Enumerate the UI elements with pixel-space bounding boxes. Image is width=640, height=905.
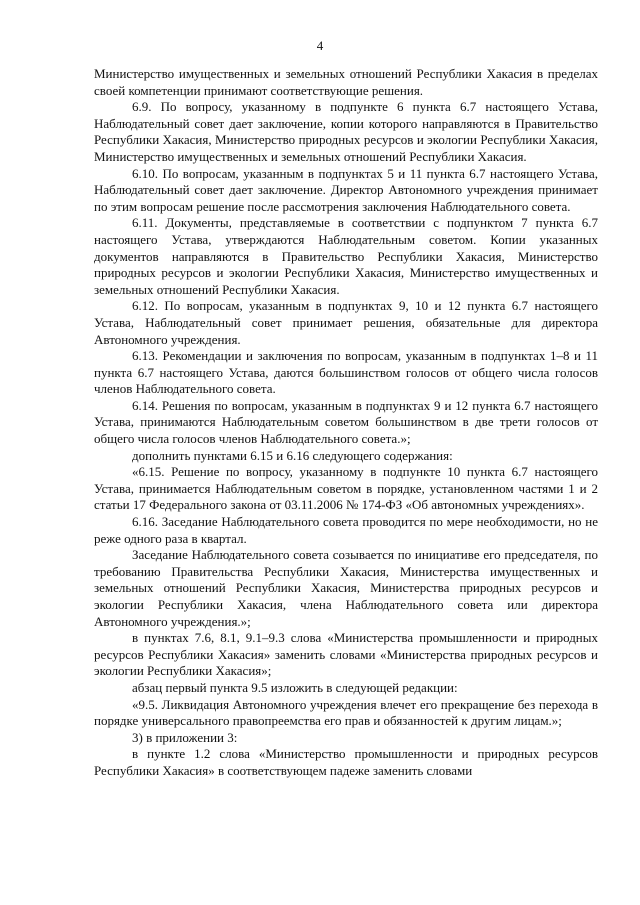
paragraph: «9.5. Ликвидация Автономного учреждения влечет его прекращение без перехода в порядке универсального правопреемства его прав и обязанностей к другим лицам.»; xyxy=(94,696,598,729)
paragraph: абзац первый пункта 9.5 изложить в следующей редакции: xyxy=(132,679,458,695)
page-number: 4 xyxy=(316,38,324,53)
paragraph: Министерство имущественных и земельных отношений Республики Хакасия в пределах своей компетенции принимают соответствующие решения. xyxy=(94,66,598,98)
paragraph: в пункте 1.2 слова «Министерство промышленности и природных ресурсов Республики Хакасия» в соответствующем падеже заменить словами xyxy=(94,746,598,778)
document-body xyxy=(94,66,598,780)
paragraph: 6.13. Рекомендации и заключения по вопросам, указанным в подпунктах 1–8 и 11 пункта 6.7 настоящего Устава, даются большинством голосов от общего числа голосов членов Наблюдательного совета. xyxy=(94,348,598,397)
paragraph: 6.10. По вопросам, указанным в подпунктах 5 и 11 пункта 6.7 настоящего Устава, Наблюдательный совет дает заключение. Директор Автономного учреждения принимает по этим вопросам решение после рассмотрения заключения Наблюдательного совета. xyxy=(94,165,598,214)
paragraph: 6.9. По вопросу, указанному в подпункте 6 пункта 6.7 настоящего Устава, Наблюдательный совет дает заключение, копии которого направляются в Правительство Республики Хакасия, Министерство природных ресурсов и экологии Республики Хакасия, Министерство имущественных и земельных отношений Республики Хакасия. xyxy=(94,99,598,164)
paragraph: 6.14. Решения по вопросам, указанным в подпунктах 9 и 12 пункта 6.7 настоящего Устава, принимаются Наблюдательным советом большинством в две трети голосов от общего числа голосов членов Наблюдательного совета.»; xyxy=(94,397,598,447)
paragraph: 3) в приложении 3: xyxy=(132,729,238,745)
paragraph: 6.12. По вопросам, указанным в подпунктах 9, 10 и 12 пункта 6.7 настоящего Устава, Наблюдательный совет принимает решения, обязательные для директора Автономного учреждения. xyxy=(94,298,598,347)
paragraph: «6.15. Решение по вопросу, указанному в подпункте 10 пункта 6.7 настоящего Устава, принимается Наблюдательным советом в порядке, установленном частями 1 и 2 статьи 17 Федерального закона от 03.11.2006 № 174-ФЗ «Об автономных учреждениях». xyxy=(94,464,598,513)
paragraph: 6.16. Заседание Наблюдательного совета проводится по мере необходимости, но не реже одного раза в квартал. xyxy=(94,514,598,546)
paragraph: в пунктах 7.6, 8.1, 9.1–9.3 слова «Министерства промышленности и природных ресурсов Республики Хакасия» заменить словами «Министерства природных ресурсов и экологии Республики Хакасия»; xyxy=(94,630,598,679)
paragraph: дополнить пунктами 6.15 и 6.16 следующего содержания: xyxy=(132,447,453,463)
paragraph: Заседание Наблюдательного совета созывается по инициативе его председателя, по требованию Правительства Республики Хакасия, Министерства имущественных и земельных отношений Республики Хакасия, Министерства природных ресурсов и экологии Республики Хакасия, члена Наблюдательного совета или директора Автономного учреждения.»; xyxy=(94,547,598,629)
paragraph: 6.11. Документы, представляемые в соответствии с подпунктом 7 пункта 6.7 настоящего Устава, утверждаются Наблюдательным советом. Копии указанных документов направляются в Правительство Республики Хакасия, Министерство природных ресурсов и экологии Республики Хакасия, Министерство имущественных и земельных отношений Республики Хакасия. xyxy=(94,215,598,297)
